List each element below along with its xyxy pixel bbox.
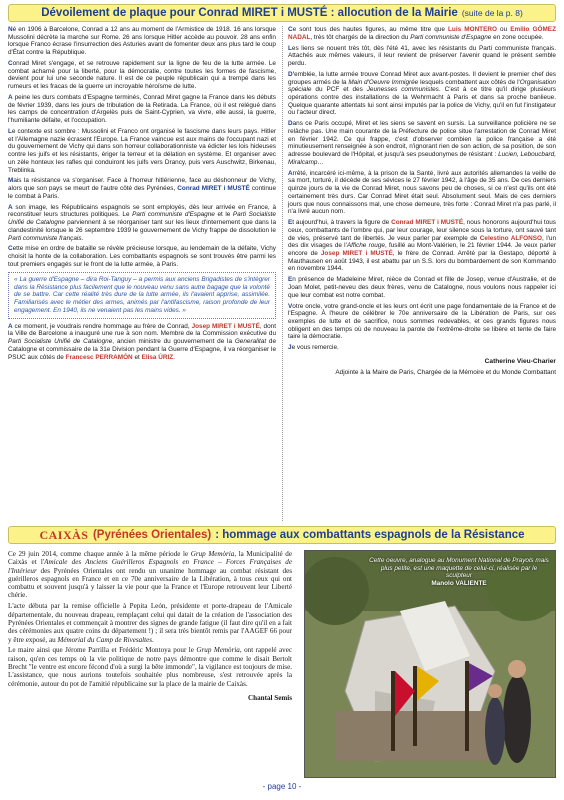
person-name: Emilio GÓMEZ NADAL xyxy=(288,26,556,41)
paragraph: A peine les durs combats d'Espagne terminés, Conrad Miret gagne la France dans les débuts de février 1939, dans les jours de tribulation de la Retirada. La France, où il est relégué dans les camps de concentration d'Argelès puis de Saint-Cyprien, va vivre, elle aussi, la guerre, l'humiliante défaite, et l'occupation. xyxy=(8,94,276,125)
bottom-article-headline xyxy=(8,526,556,544)
paragraph: Le contexte est sombre : Mussolini et Franco ont organisé le fascisme dans leurs pays. Hitler et l'Allemagne nazie écrasent l'Europe. La France vaincue est aux mains de l'occupant nazi et du gouvernement de Vichy qui dans son horreur collaborationniste va édicter les lois hideuses contre les juifs et les résistants, ériger la terreur et la délation en système. Et organiser avec un zèle honteux les rafles qui conduiront les juifs vers Drancy, puis vers Auschwitz, Birkenau, Treblinka. xyxy=(8,128,276,174)
signature-name: Chantal Semis xyxy=(248,693,292,702)
person-name: Luis MONTERO xyxy=(448,26,497,33)
paragraph: Conrad Miret s'engage, et se retrouve rapidement sur la ligne de feu de la lutte armée. Le combat acharné pour la liberté, pour la démocratie, contre toutes les formes de fascisme, devient pour lui une seconde nature. Il est de ce peuple républicain qui a trempé dans les rumeurs et les fracas de la guerre un incroyable héroïsme de lutte. xyxy=(8,60,276,91)
person-name: Celestino ALFONSO xyxy=(479,234,543,242)
paragraph: Né en 1906 à Barcelone, Conrad a 12 ans au moment de l'Armistice de 1918. 16 ans lorsque Mussolini décrète la marche sur Rome. 26 ans lorsque Hitler accède au pouvoir. 28 ans enfin lorsque Franco écrase l'insurrection des Asturies avant de fomenter deux ans plus tard le coup d'État contre la République. xyxy=(8,26,276,57)
paragraph: Arrêté, incarcéré ici-même, à la prison de la Santé, livré aux autorités allemandes la veille de sa mort, torturé, il décède de ses sévices le 27 février 1942, à l'âge de 35 ans. De ces derniers quinze jours de la vie de Conrad Miret, nous savons peu de choses, si ce n'est qu'ils ont été certainement très durs. Car Conrad Miret était seul. Absolument seul. Mais de ces derniers jours que nous connaissons mal, une chose demeure, très forte : Conrad Miret n'a pas parlé, il n'a livré aucun nom. xyxy=(288,169,556,216)
paragraph: Cette mise en ordre de bataille se révèle précieuse lorsque, au lendemain de la défaite, Vichy choisit la honte de la collaboration. Les combattants espagnols se sont trouvés être parmi les tout premiers engagés sur le front de la lutte armée, à Paris. xyxy=(8,245,276,268)
top-article-headline xyxy=(8,4,556,22)
page-number: - page 10 - xyxy=(262,782,302,791)
paragraph: Votre oncle, votre grand-oncle et les leurs ont écrit une page fondamentale de la France et de l'Espagne. À l'heure de célébrer le 70e anniversaire de la Libération de Paris, sur ces exemples de lutte et de sacrifice, nous sommes redevables, et ces grands figures nous obligent en des temps où de nouveau la parole de l'extrême-droite se libère et tente de faire taire la démocratie. xyxy=(288,302,556,341)
person-name: Conrad MIRET i MUSTÉ xyxy=(177,185,250,193)
paragraph: Ce sont tous des hautes figures, au même titre que Luis MONTERO ou Emilio GÓMEZ NADAL, très tôt chargés de la direction du Parti communiste d'Espagne en zone occupée. xyxy=(288,26,556,41)
paragraph: En présence de Madeleine Miret, nièce de Conrad et fille de Josep, venue d'Australie, et de Joan Molet, petit-neveu des deux frères, venu de Catalogne, nous voulons nous rappeler ici que leur combat est notre combat. xyxy=(288,276,556,299)
bottom-article-text xyxy=(8,550,292,702)
ceremony-photo xyxy=(304,550,556,778)
headline-place: CAIXÀS xyxy=(39,527,89,542)
person-name: Francesc PERRAMÓN xyxy=(65,353,133,361)
paragraph: D'emblée, la lutte armée trouve Conrad Miret aux avant-postes. Il devient le premier chef des groupes armés de la Main d'Oeuvre Immigrée lesquels combattent aux côtés de l'Organisation spéciale du PCF et des Jeunesses communistes. C'est à ce titre qu'il dirige plusieurs opérations contre des installations de la Wehrmacht à Paris et dans sa proche banlieue. Quelque quarante attentats lui sont ainsi imputés par la police de Vichy, qu'il en fut l'instigateur ou l'acteur direct. xyxy=(288,70,556,117)
paragraph: Dans ce Paris occupé, Miret et les siens se savent en sursis. La surveillance policière ne se relâche pas. Une main courante de la Préfecture de police situe l'arrestation de Conrad Miret en février 1942. Ce qui frappe, c'est d'observer combien la police française a été minutieusement renseignée à son endroit, n'ignorant rien de son action, de sa position, de son adresse boulevard de l'Hôpital, et jusqu'à ses pseudonymes de résistant : Lucien, Leboucbard, Miralcamp… xyxy=(288,120,556,166)
pull-quote: « La guerre d'Espagne – dira Roi-Tanguy – a permis aux anciens Brigadistes de s'intégrer dans la Résistance plus facilement que le nouveau venu sans autre bagage que la volonté de se battre. Car cette réalité très dure de la lutte armée, ils l'avaient apprise, assimilée. Familiarisés avec le métier des armes, animés par l'antifascisme, raison profonde de leur engagement. En 1940, ils ne venaient pas les mains vides. » xyxy=(8,272,276,319)
paragraph: Et aujourd'hui, à travers la figure de Conrad MIRET i MUSTÉ, nous honorons aujourd'hui tous ceux, combattants de l'ombre qui, par leur courage, leur silence sous la torture, ont sauvé tant de vies, préservé tant de libertés. Je veux parler par exemple de Celestino ALFONSO, l'un des dix visages de l'Affiche rouge, fusillé au Mont-Valérien, le 21 février 1944. Je veux parler encore de Josep MIRET i MUSTÉ, le frère de Conrad. Arrêté par la Gestapo, déporté à Mauthausen en août 1943, il est abattu par un S.S. lors du bombardement de son Kommando en novembre 1944. xyxy=(288,219,557,273)
paragraph: A ce moment, je voudrais rendre hommage au frère de Conrad, Josep MIRET i MUSTÉ, dont la Ville de Barcelone a inauguré une rue à son nom. Membre de la Commission exécutive du Parti Socialiste Unifié de Catalogne, ancien ministre du gouvernement de la Generalitat de Catalogne et commissaire de la 31e Division pendant la Guerre d'Espagne, il va réorganiser le PSUC aux côtés de Francesc PERRAMÓN et Elisa ÚRIZ. xyxy=(8,322,276,361)
column-divider xyxy=(282,26,283,521)
signature-block xyxy=(288,358,556,376)
headline-rest: : hommage aux combattants espagnols de la Résistance xyxy=(215,529,525,541)
paragraph: A son image, les Républicains espagnols se sont employés, dès leur arrivée en France, à reconstituer leurs structures politiques. Le Parti communiste d'Espagne et le Parti Socialiste Unifié de Catalogne parviennent à se réorganiser tant sur les lieux d'internement que dans la clandestinité lorsque le 26 septembre 1939 le gouvernement de Vichy frappe de dissolution le Parti communiste français. xyxy=(8,203,276,242)
headline-text: Dévoilement de plaque pour Conrad MIRET i MUSTÉ : allocution de la Mairie xyxy=(41,7,458,19)
sculptor-name: Manolo VALIENTE xyxy=(431,579,487,587)
headline-suffix: (suite de la p. 8) xyxy=(461,8,523,18)
person-name: Elisa ÚRIZ xyxy=(141,353,174,361)
paragraph: Je vous remercie. xyxy=(288,344,339,352)
person-name: Conrad MIRET i MUSTÉ xyxy=(391,219,464,227)
person-name: Josep MIRET i MUSTÉ xyxy=(320,249,393,257)
paragraph: Les liens se nouent très tôt, dès l'été 41, avec les résistants du Parti communiste français. Attachés aux mêmes valeurs, il leur revient de préserver l'avenir quand le présent semble perdu. xyxy=(288,44,556,67)
signature-name: Catherine Vieu-Charier xyxy=(484,357,556,365)
photo-caption: Cette oeuvre, analogue au Monument National de Prayols mais plus petite, est une maquette de celui-ci, réalisée par le sculpteur Manolo VALIENTE xyxy=(369,557,549,587)
top-article-right-column xyxy=(288,26,556,376)
paragraph: L'acte débuta par la remise officielle à Pepita León, présidente et porte-drapeau de l'Amicale départementale, du nouveau drapeau, remplaçant celui qui datait de la création de l'association des Pyrénées Orientales et commençait à montrer des signes de grande fatigue (il faut dire qu'il en a fait des cérémonies aux quatre coins du département !) ; il sera très bientôt remis par l'AAGEF 66 pour y être exposé, au Mémorial du Camp de Rivesaltes. xyxy=(8,602,292,644)
top-article-left-column xyxy=(8,26,276,364)
paragraph: Mais la résistance va s'organiser. Face à l'horreur hitlérienne, face au déshonneur de Vichy, alors que son pays se meurt de l'autre côté des Pyrénées, Conrad MIRET i MUSTÉ continue le combat à Paris. xyxy=(8,177,277,200)
person-name: Josep MIRET i MUSTÉ xyxy=(191,322,260,330)
paragraph: Le maire ainsi que Jérome Parrilla et Frédéric Montoya pour le Grup Memòria, ont rappelé avec raison, qu'en ces temps où la vie politique de notre pays démontre que comme le disait Bertolt Brecht "le ventre est encore fécond d'où a surgi la bête immonde", la vigilance est toujours de mise. L'assistance, que nous aurions toutefois souhaitée plus nombreuse, s'est retrouvée après la cérémonie, autour du pot de l'amitié républicaine sur la place de la mairie de Caixàs. xyxy=(8,646,292,688)
headline-region: (Pyrénées Orientales) xyxy=(92,529,212,541)
paragraph: Ce 29 juin 2014, comme chaque année à la même période le Grup Memòria, la Municipalité de Caixàs et l'Amicale des Anciens Guérilleros Espagnols en France – Forces Françaises de l'Intérieur des Pyrénées Orientales ont rendu un unanime hommage au combat résistant des guérilleros espagnols en France et en ce 70e anniversaire de la Libération, à tous ceux qui ont combattu et souvent jusqu'à y laisser la vie pour que la France et l'Europe retrouvent leur Liberté chérie. xyxy=(8,550,292,600)
signature-role: Adjointe à la Maire de Paris, Chargée de la Mémoire et du Monde Combattant xyxy=(335,368,556,376)
